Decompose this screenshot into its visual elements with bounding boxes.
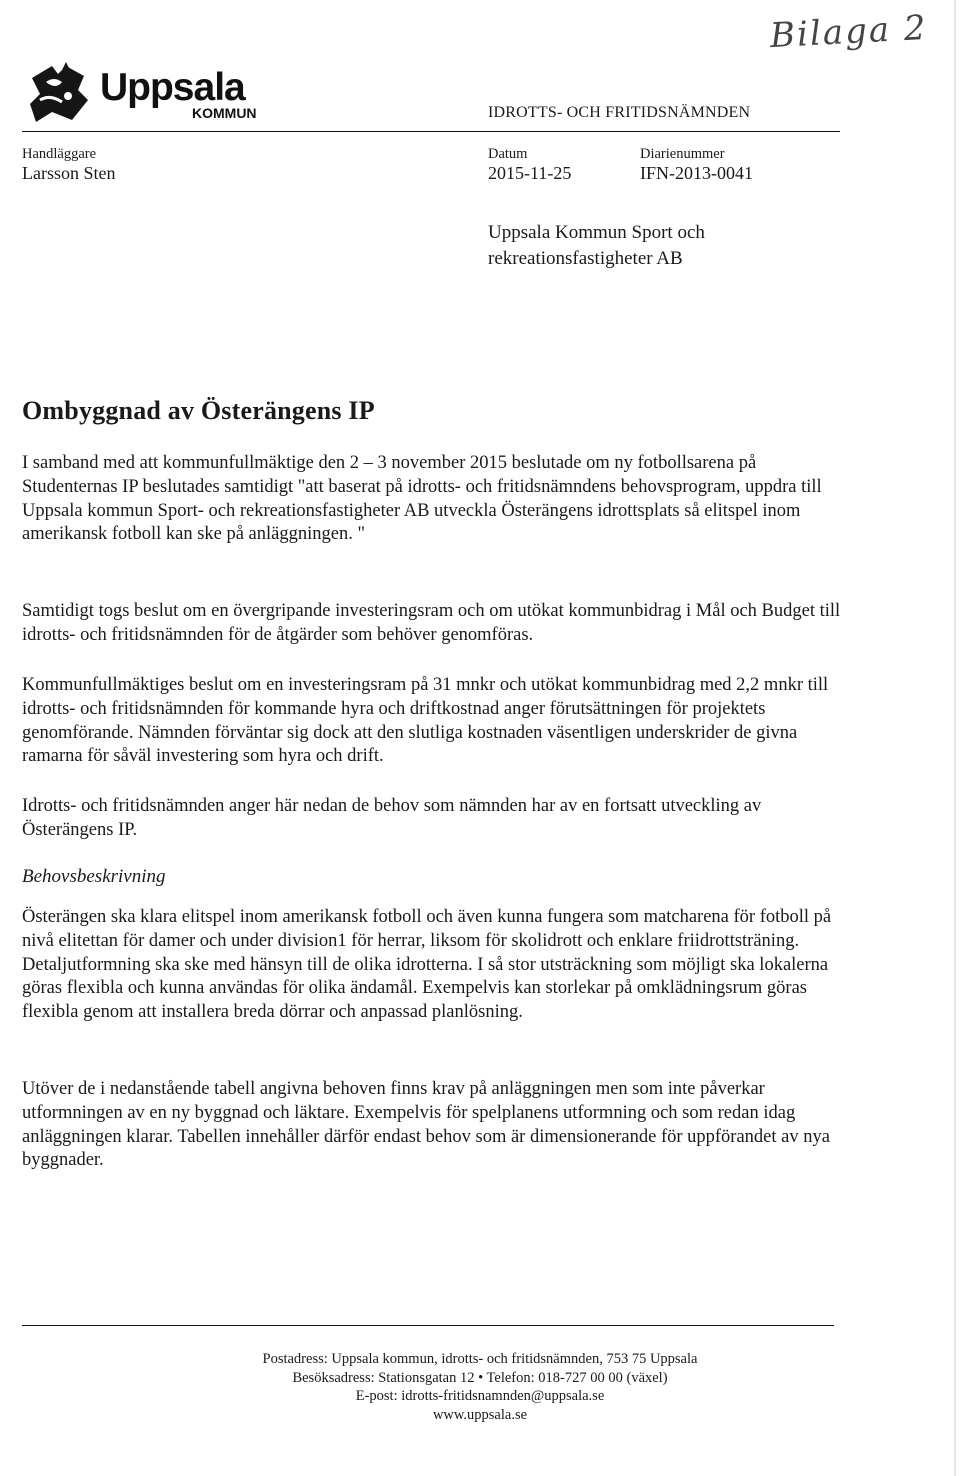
uppsala-logo: [22, 60, 452, 140]
datum-label: Datum: [488, 146, 528, 162]
footer-email: E-post: idrotts-fritidsnamnden@uppsala.se: [355, 1388, 605, 1404]
datum-value: 2015-11-25: [488, 163, 572, 183]
paragraph-text: Samtidigt togs beslut om en övergripande investeringsram och om utökat kommunbidrag i Mål och Budget till idrotts- och fritidsnämnden för de åtgärder som behöver genomföras.: [22, 601, 841, 645]
paragraph-text: Kommunfullmäktiges beslut om en investeringsram på 31 mnkr och utökat kommunbidrag med 2,2 mnkr till idrotts- och fritidsnämnden för kommande hyra och driftkostnad anger förutsättningen för projektets genomförande. Nämnden förväntar sig dock att den slutliga kostnaden väsentligen underskrider de givna ramarna för såväl investering som hyra och drift.: [22, 675, 829, 767]
paragraph-budget: [22, 674, 842, 769]
paragraph-intro: [22, 452, 842, 547]
footer-besoksadress: Besöksadress: Stationsgatan 12 • Telefon: 018-727 00 00 (växel): [292, 1369, 668, 1386]
handlaggare-value: Larsson Sten: [22, 163, 116, 183]
footer-postadress: Postadress: Uppsala kommun, idrotts- och fritidsnämnden, 753 75 Uppsala: [262, 1351, 698, 1367]
paragraph-text: Idrotts- och fritidsnämnden anger här nedan de behov som nämnden har av en fortsatt utveckling av Österängens IP.: [22, 796, 762, 840]
paragraph-description: [22, 906, 842, 1025]
paragraph-text: I samband med att kommunfullmäktige den 2 – 3 november 2015 beslutade om ny fotbollsarena på Studenternas IP beslutades samtidigt "att baserat på idrotts- och fritidsnämndens behovsprogram, uppdra till Uppsala kommun Sport- och rekreationsfastigheter AB utveckla Österängens idrottsplats så elitspel inom amerikansk fotboll kan ske på anläggningen. ": [22, 453, 822, 545]
paragraph-table-note: [22, 1078, 842, 1173]
recipient-line: Uppsala Kommun Sport och: [488, 222, 705, 243]
logo-subtitle: KOMMUN: [192, 105, 257, 121]
handlaggare-label: Handläggare: [22, 146, 97, 162]
recipient-address: [488, 220, 705, 272]
header-divider: [22, 131, 840, 132]
footer: [0, 1350, 960, 1424]
paragraph-text: Österängen ska klara elitspel inom amerikansk fotboll och även kunna fungera som matcharena för fotboll på nivå elitettan för damer och under division1 för herrar, liksom för skolidrott och enklare friidrottsträning. Detaljutformning ska ske med hänsyn till de olika idrotterna. I så stor utsträckning som möjligt ska lokalerna göras flexibla och kunna användas för olika ändamål. Exempelvis kan storlekar på omklädningsrum göras flexibla genom att installera breda dörrar och anpassad planlösning.: [22, 907, 832, 1023]
diarienummer-value: IFN-2013-0041: [640, 163, 753, 183]
document-title: Ombyggnad av Österängens IP: [22, 396, 375, 425]
logo-wordmark: Uppsala: [100, 66, 245, 109]
handwritten-annotation: Bilaga 2: [769, 7, 929, 57]
diarienummer-label: Diarienummer: [640, 146, 725, 162]
recipient-line: rekreationsfastigheter AB: [488, 248, 683, 269]
footer-website: www.uppsala.se: [432, 1406, 528, 1423]
footer-divider: [22, 1325, 834, 1326]
paragraph-text: Utöver de i nedanstående tabell angivna behoven finns krav på anläggningen men som inte påverkar utformningen av en ny byggnad och läktare. Exempelvis för spelplanens utformning och som redan idag anläggningen klarar. Tabellen innehåller därför endast behov som är dimensionerande för uppförandet av nya byggnader.: [22, 1079, 830, 1171]
department-name: IDROTTS- OCH FRITIDSNÄMNDEN: [488, 104, 751, 121]
paragraph-investment: [22, 600, 842, 648]
coat-of-arms-icon: [22, 60, 96, 126]
section-heading: Behovsbeskrivning: [22, 866, 166, 887]
scan-edge: [954, 0, 956, 1476]
paragraph-needs: [22, 795, 842, 843]
